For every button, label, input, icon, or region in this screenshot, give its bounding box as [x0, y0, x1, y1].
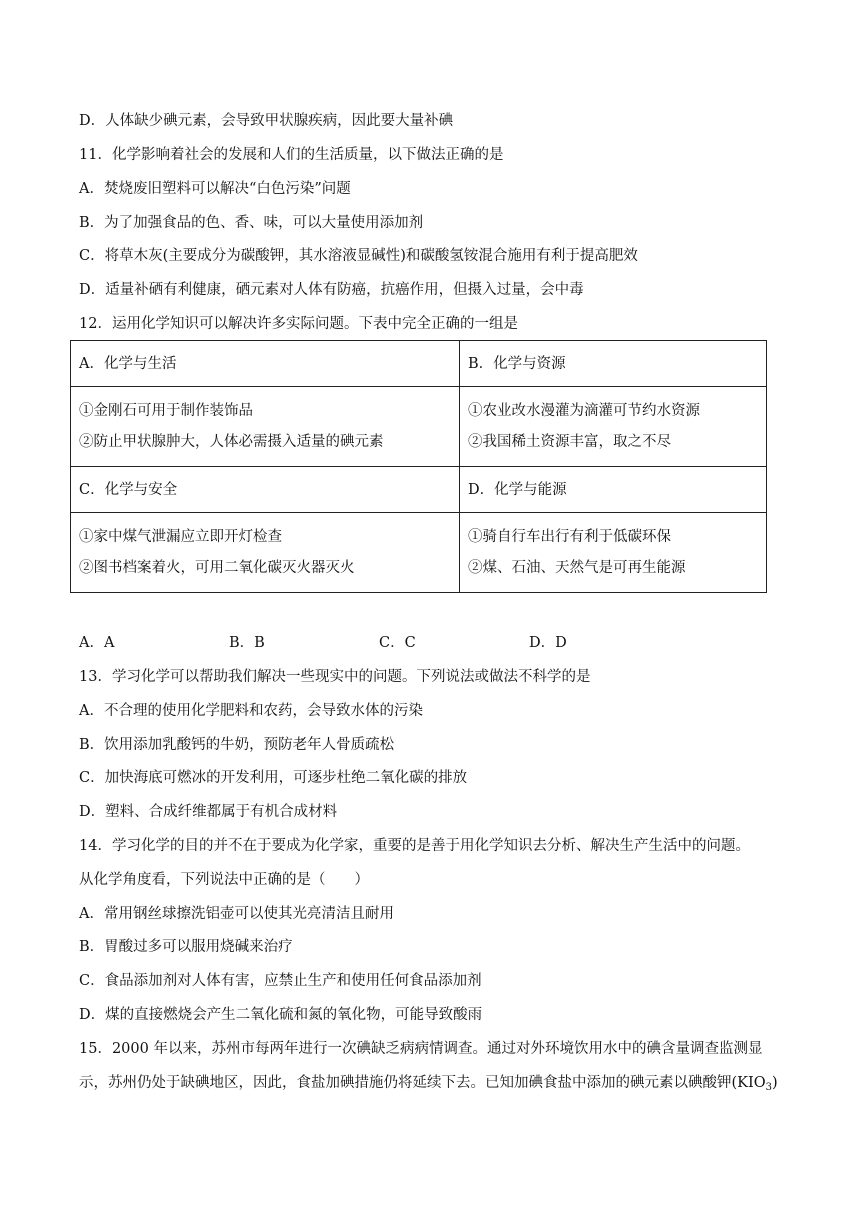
table-cell-a-body — [71, 387, 460, 467]
q10-option-d: D．人体缺少碘元素，会导致甲状腺疾病，因此要大量补碘 — [79, 113, 454, 129]
table-item: ②图书档案着火，可用二氧化碳灭火器灭火 — [79, 560, 355, 576]
table-row — [71, 387, 767, 467]
q12-option-b: B．B — [229, 635, 265, 651]
table-cell-d-body — [460, 513, 767, 593]
q11-option-c: C．将草木灰(主要成分为碳酸钾，其水溶液显碱性)和碳酸氢铵混合施用有利于提高肥效 — [79, 248, 638, 264]
q12-option-d: D．D — [529, 635, 567, 651]
q13-option-a: A．不合理的使用化学肥料和农药，会导致水体的污染 — [79, 703, 423, 719]
table-row — [71, 513, 767, 593]
q14-option-a: A．常用钢丝球擦洗铝壶可以使其光亮清洁且耐用 — [79, 906, 394, 922]
table-cell-b-body — [460, 387, 767, 467]
table-row — [71, 467, 767, 513]
q15-stem: 15．2000 年以来，苏州市每两年进行一次碘缺乏病病情调查。通过对外环境饮用水中的碘含量调查监测显 — [79, 1041, 763, 1057]
table-item: ①农业改水漫灌为滴灌可节约水资源 — [468, 403, 700, 419]
table-cell-c-body — [71, 513, 460, 593]
q13-option-b: B．饮用添加乳酸钙的牛奶，预防老年人骨质疏松 — [79, 737, 395, 753]
q13-stem: 13．学习化学可以帮助我们解决一些现实中的问题。下列说法或做法不科学的是 — [79, 669, 591, 685]
table-item: ②防止甲状腺肿大，人体必需摄入适量的碘元素 — [79, 434, 384, 450]
table-item: ①金刚石可用于制作装饰品 — [79, 403, 253, 419]
table-item: ①骑自行车出行有利于低碳环保 — [468, 529, 671, 545]
q11-option-d: D．适量补硒有利健康，硒元素对人体有防癌，抗癌作用，但摄入过量，会中毒 — [79, 282, 584, 298]
q14-option-d: D．煤的直接燃烧会产生二氧化硫和氮的氧化物，可能导致酸雨 — [79, 1007, 483, 1023]
q13-option-d: D．塑料、合成纤维都属于有机合成材料 — [79, 804, 338, 820]
table-item: ②煤、石油、天然气是可再生能源 — [468, 560, 686, 576]
q14-option-c: C．食品添加剂对人体有害，应禁止生产和使用任何食品添加剂 — [79, 973, 482, 989]
q15-stem-cont: 示，苏州仍处于缺碘地区，因此，食盐加碘措施仍将延续下去。已知加碘食盐中添加的碘元素以碘酸钾$(KIO_3)$ — [79, 1075, 778, 1093]
q14-option-b: B．胃酸过多可以服用烧碱来治疗 — [79, 939, 293, 955]
table-cell-d-head: D．化学与能源 — [460, 467, 767, 513]
table-cell-b-head: B．化学与资源 — [460, 341, 767, 387]
q11-option-b: B．为了加强食品的色、香、味，可以大量使用添加剂 — [79, 215, 424, 231]
q12-option-a: A．A — [79, 635, 115, 651]
q11-option-a: A．焚烧废旧塑料可以解决“白色污染”问题 — [79, 181, 351, 197]
q12-option-c: C．C — [379, 635, 416, 651]
q12-table — [70, 340, 767, 593]
table-item: ②我国稀土资源丰富，取之不尽 — [468, 434, 671, 450]
q13-option-c: C．加快海底可燃冰的开发利用，可逐步杜绝二氧化碳的排放 — [79, 770, 468, 786]
q14-stem-cont: 从化学角度看，下列说法中正确的是（ ） — [79, 872, 369, 888]
table-item: ①家中煤气泄漏应立即开灯检查 — [79, 529, 282, 545]
q11-stem: 11．化学影响着社会的发展和人们的生活质量，以下做法正确的是 — [79, 147, 504, 163]
table-cell-a-head: A．化学与生活 — [71, 341, 460, 387]
table-row — [71, 341, 767, 387]
q14-stem: 14．学习化学的目的并不在于要成为化学家，重要的是善于用化学知识去分析、解决生产生活中的问题。 — [79, 838, 750, 854]
q12-stem: 12．运用化学知识可以解决许多实际问题。下表中完全正确的一组是 — [79, 316, 518, 332]
table-cell-c-head: C．化学与安全 — [71, 467, 460, 513]
